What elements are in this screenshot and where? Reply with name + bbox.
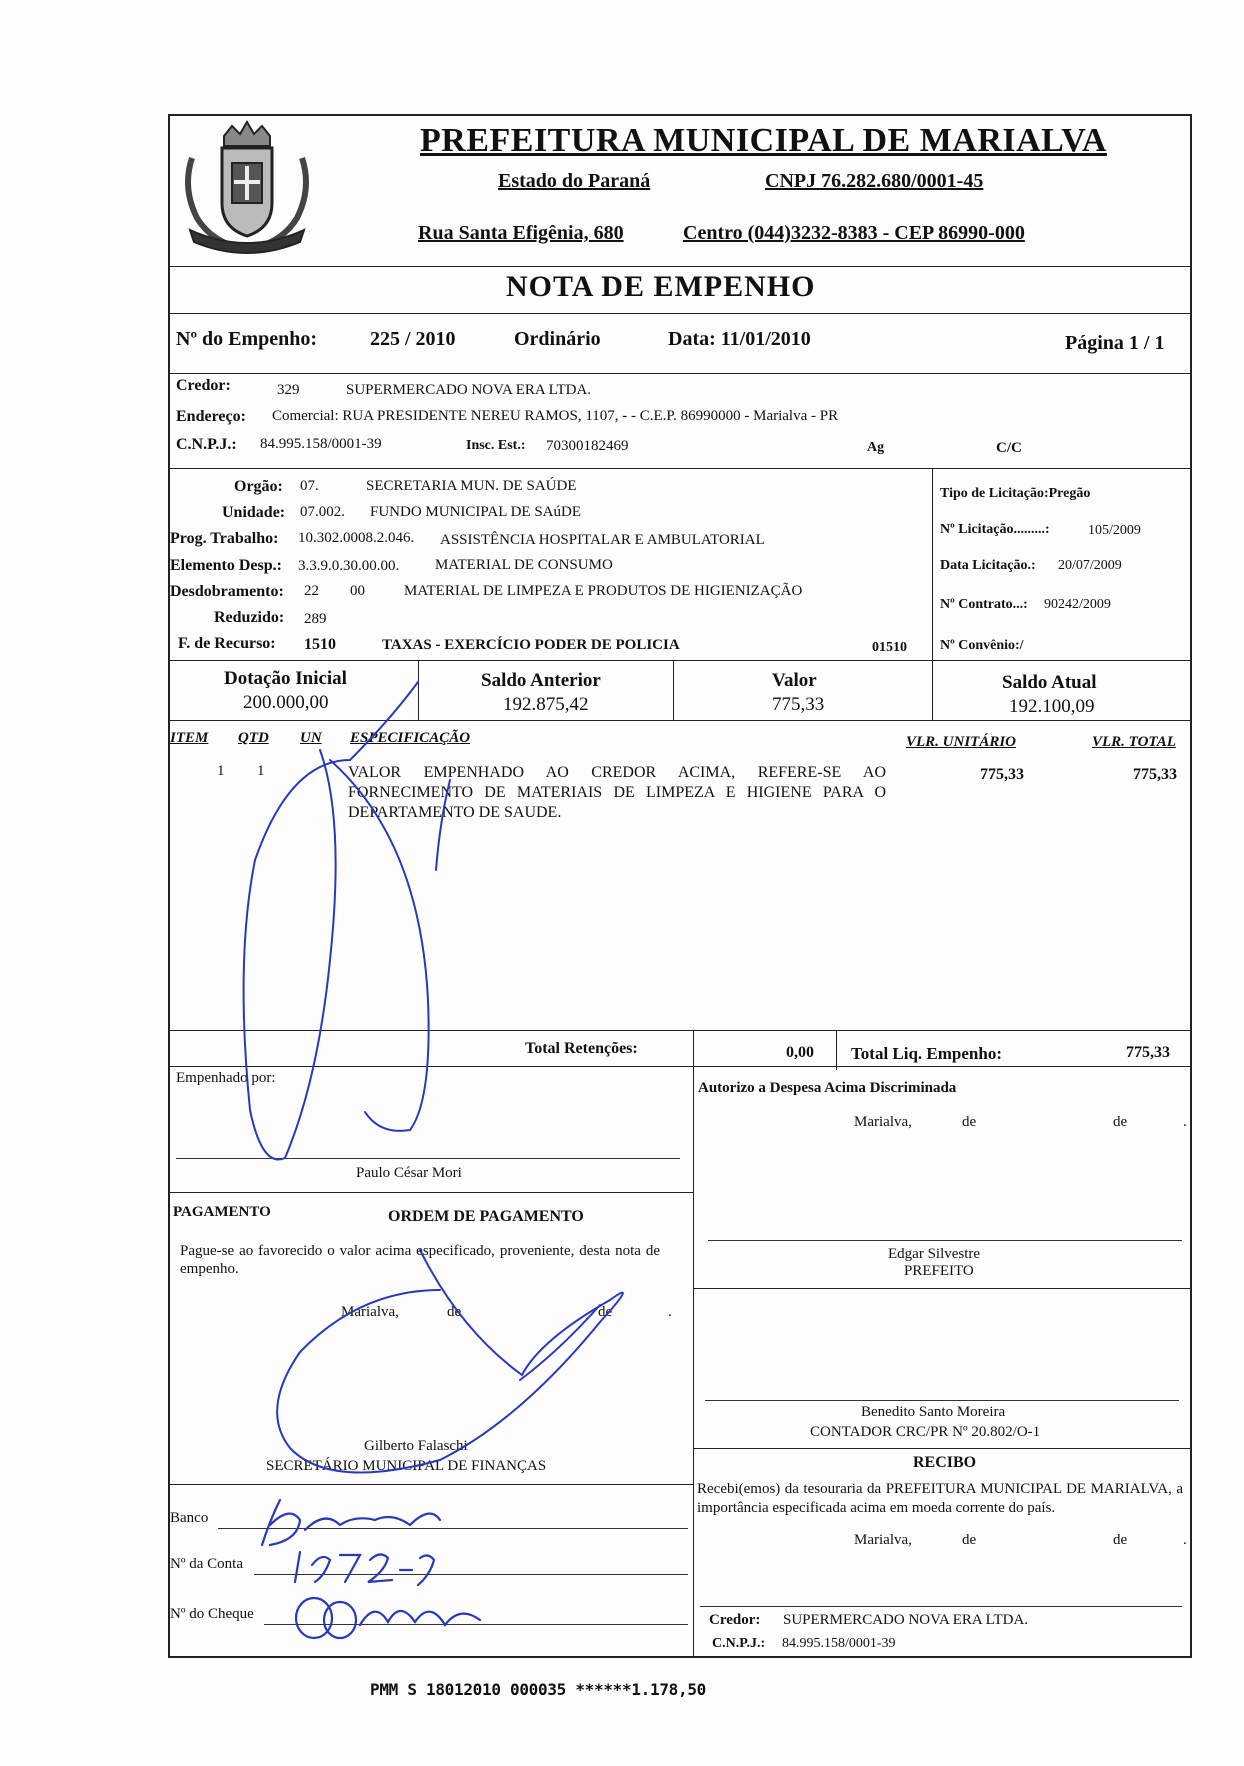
cnpj-header: CNPJ 76.282.680/0001-45 [765,170,984,192]
pagamento-city: Marialva, [341,1304,399,1320]
credor-code: 329 [277,382,300,398]
pagamento-de-2: de [598,1304,613,1320]
desd-label: Desdobramento: [170,583,284,600]
valor-value: 775,33 [772,694,825,715]
item-valor-total: 775,33 [1133,766,1177,783]
pagamento-label: PAGAMENTO [173,1204,271,1220]
unidade-name: FUNDO MUNICIPAL DE SAúDE [370,504,581,520]
empenhado-label: Empenhado por: [176,1070,276,1086]
pagamento-de-1: de [447,1304,462,1320]
prefeito-role: PREFEITO [904,1263,974,1279]
secretario-name: Gilberto Falaschi [364,1438,468,1454]
col-especificacao: ESPECIFICAÇÃO [350,730,471,746]
recurso-code: 1510 [304,636,336,653]
empenhado-name: Paulo César Mori [356,1165,462,1181]
total-retencoes-label: Total Retenções: [525,1040,638,1057]
conta-label: Nº da Conta [170,1556,243,1572]
recurso-label: F. de Recurso: [178,635,276,652]
recurso-code-2: 01510 [872,640,907,655]
cheque-label: Nº do Cheque [170,1606,254,1622]
state-name: Estado do Paraná [498,170,651,192]
dotacao-value: 200.000,00 [243,692,329,713]
cc-label: C/C [996,440,1022,456]
ag-label: Ag [867,440,885,455]
signature-banco [262,1500,440,1545]
recibo-dot: . [1183,1532,1187,1548]
credor-label: Credor: [176,377,231,394]
prog-label: Prog. Trabalho: [170,530,279,547]
secretario-role: SECRETÁRIO MUNICIPAL DE FINANÇAS [266,1458,547,1474]
contact-header: Centro (044)3232-8383 - CEP 86990-000 [683,222,1025,244]
autorizo-label: Autorizo a Despesa Acima Discriminada [698,1080,957,1096]
col-valor-unitario: VLR. UNITÁRIO [906,734,1017,750]
prog-name: ASSISTÊNCIA HOSPITALAR E AMBULATORIAL [440,532,765,548]
licitacao-tipo: Tipo de Licitação:Pregão [940,486,1091,501]
recibo-label: RECIBO [913,1454,977,1471]
recibo-text: Recebi(emos) da tesouraria da PREFEITURA MUNICIPAL DE MARIALVA, a importância especificada acima em moeda corrente do país. [697,1481,1183,1516]
address-label: Endereço: [176,408,246,425]
licitacao-data: 20/07/2009 [1058,558,1122,573]
credor-insc: 70300182469 [546,438,629,454]
saldo-anterior-label: Saldo Anterior [481,670,601,691]
ordem-pagamento-label: ORDEM DE PAGAMENTO [388,1208,584,1225]
col-valor-total: VLR. TOTAL [1092,734,1176,750]
item-especificacao: VALOR EMPENHADO AO CREDOR ACIMA, REFERE-SE AO FORNECIMENTO DE MATERIAIS DE LIMPEZA E HIGIENE PARA O DEPARTAMENTO DE SAUDE. [348,764,886,821]
recibo-credor: SUPERMERCADO NOVA ERA LTDA. [783,1612,1029,1628]
banco-label: Banco [170,1510,209,1526]
desd-name: MATERIAL DE LIMPEZA E PRODUTOS DE HIGIENIZAÇÃO [404,583,803,599]
address-header: Rua Santa Efigênia, 680 [418,222,624,244]
saldo-anterior-value: 192.875,42 [503,694,589,715]
insc-label: Insc. Est.: [466,438,526,453]
recibo-city: Marialva, [854,1532,912,1548]
unidade-code: 07.002. [300,504,345,520]
recibo-de-2: de [1113,1532,1128,1548]
saldo-atual-value: 192.100,09 [1009,696,1095,717]
licitacao-numero: 105/2009 [1088,523,1141,538]
cnpj-label: C.N.P.J.: [176,436,237,453]
valor-label: Valor [772,670,817,691]
empenho-date: Data: 11/01/2010 [668,328,811,350]
document-title: NOTA DE EMPENHO [506,270,816,303]
credor-cnpj: 84.995.158/0001-39 [260,436,382,452]
licitacao-numero-label: Nº Licitação.........: [940,522,1050,537]
credor-name: SUPERMERCADO NOVA ERA LTDA. [346,382,592,398]
col-qtd: QTD [238,730,269,746]
total-liq-label: Total Liq. Empenho: [851,1044,1002,1063]
elem-label: Elemento Desp.: [170,557,282,574]
col-item: ITEM [170,730,209,746]
total-liq-value: 775,33 [1126,1044,1170,1061]
licitacao-data-label: Data Licitação.: [940,558,1036,573]
empenho-type: Ordinário [514,328,601,350]
contrato-label: Nº Contrato...: [940,597,1028,612]
reduzido-code: 289 [304,611,327,627]
pagamento-dot: . [668,1304,672,1320]
recurso-name: TAXAS - EXERCÍCIO PODER DE POLICIA [382,637,680,653]
empenho-number: 225 / 2010 [370,328,456,350]
unidade-label: Unidade: [222,504,286,521]
prog-code: 10.302.0008.2.046. [298,530,415,546]
item-valor-unitario: 775,33 [980,766,1024,783]
elem-code: 3.3.9.0.30.00.00. [298,558,400,574]
empenho-number-label: Nº do Empenho: [176,328,318,350]
autorizo-city: Marialva, [854,1114,912,1130]
item-number: 1 [217,763,225,779]
page-title: PREFEITURA MUNICIPAL DE MARIALVA [420,122,1107,159]
pagamento-text: Pague-se ao favorecido o valor acima especificado, proveniente, desta nota de empenho. [180,1243,660,1277]
recibo-credor-label: Credor: [709,1612,761,1628]
recibo-cnpj: 84.995.158/0001-39 [782,1636,896,1651]
contrato-value: 90242/2009 [1044,597,1111,612]
recibo-de-1: de [962,1532,977,1548]
signature-conta [295,1552,434,1585]
desd-a: 22 [304,583,319,599]
autorizo-de-2: de [1113,1114,1128,1130]
contador-name: Benedito Santo Moreira [861,1404,1006,1420]
elem-name: MATERIAL DE CONSUMO [435,557,613,573]
autorizo-de-1: de [962,1114,977,1130]
dotacao-label: Dotação Inicial [224,668,347,689]
saldo-atual-label: Saldo Atual [1002,672,1097,693]
convenio: Nº Convênio:/ [940,638,1024,653]
autorizo-dot: . [1183,1114,1187,1130]
col-un: UN [300,730,322,746]
total-retencoes-value: 0,00 [786,1044,814,1061]
signature-cheque [296,1598,480,1638]
contador-role: CONTADOR CRC/PR Nº 20.802/O-1 [810,1424,1041,1440]
orgao-code: 07. [300,478,319,494]
credor-address: Comercial: RUA PRESIDENTE NEREU RAMOS, 1107, - - C.E.P. 86990000 - Marialva - PR [272,408,839,424]
recibo-cnpj-label: C.N.P.J.: [712,1636,766,1651]
orgao-label: Orgão: [234,478,283,495]
reduzido-label: Reduzido: [214,609,285,626]
orgao-name: SECRETARIA MUN. DE SAÚDE [366,478,577,494]
item-qtd: 1 [257,763,265,779]
footer-stamp: PMM S 18012010 000035 ******1.178,50 [370,1680,706,1699]
prefeito-name: Edgar Silvestre [888,1246,981,1262]
desd-b: 00 [350,583,365,599]
page-number: Página 1 / 1 [1065,332,1165,354]
